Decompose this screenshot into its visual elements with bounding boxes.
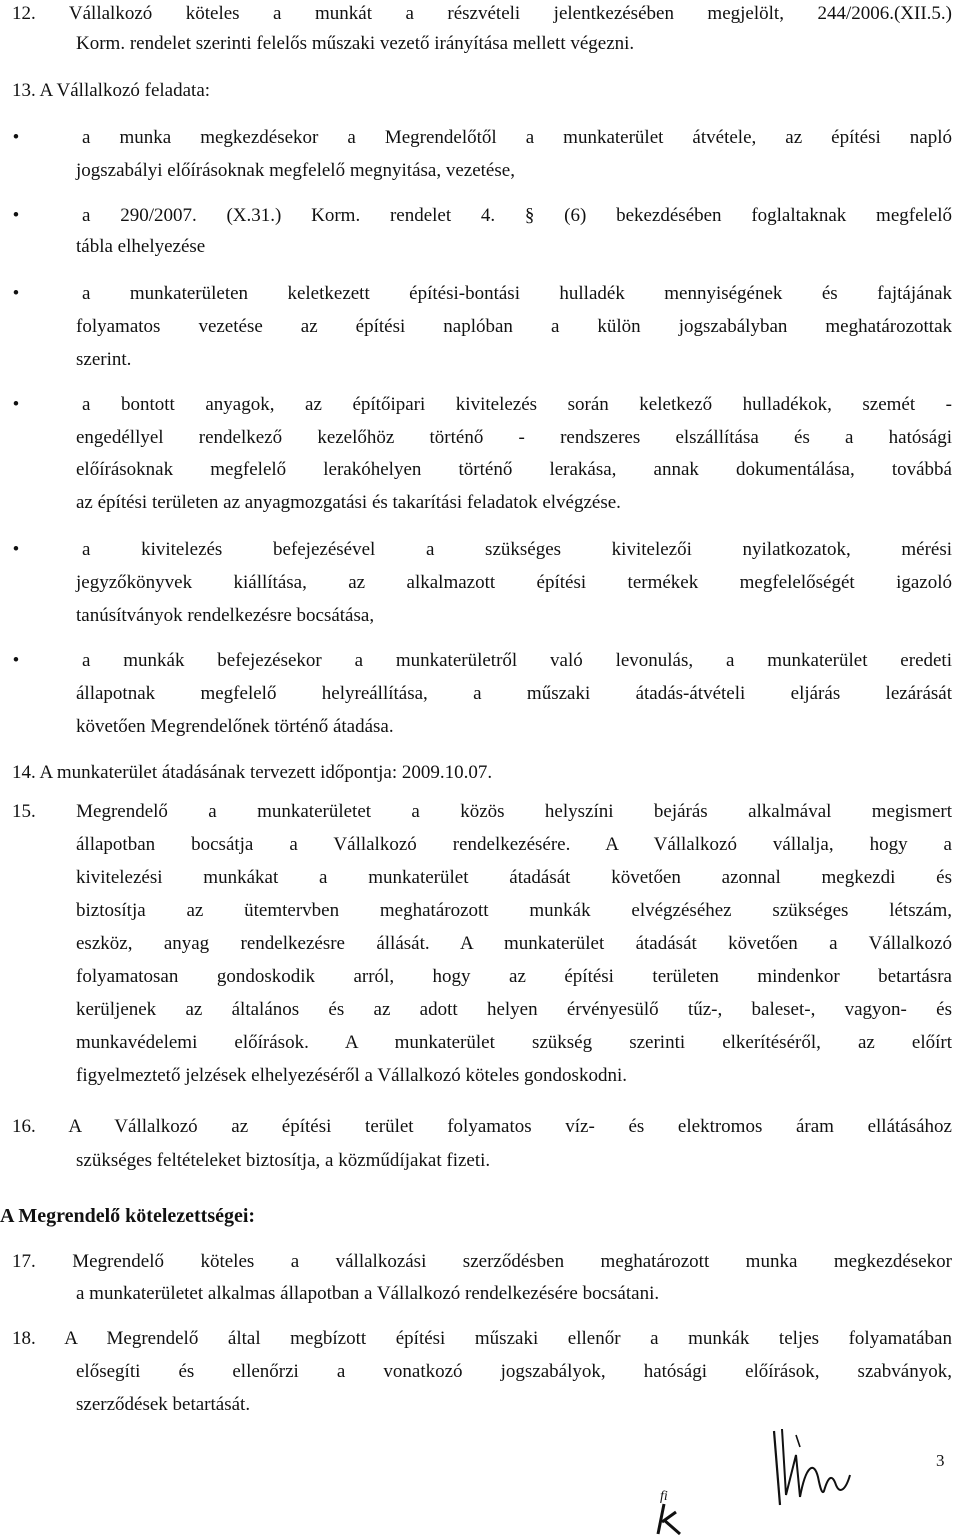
- item-15-line-6: folyamatosan gondoskodik arról, hogy az építési területen mindenkor betartásra: [76, 966, 952, 987]
- bullet-5-line-2: jegyzőkönyvek kiállítása, az alkalmazott építési termékek megfelelőségét igazoló: [76, 572, 952, 593]
- bullet-1-line-1: a munka megkezdésekor a Megrendelőtől a munkaterület átvétele, az építési napló: [82, 127, 952, 148]
- section-heading: A Megrendelő kötelezettségei:: [0, 1205, 256, 1227]
- item-15-line-2: állapotban bocsátja a Vállalkozó rendelkezésére. A Vállalkozó vállalja, hogy a: [76, 834, 952, 855]
- item-15-line-9: figyelmeztető jelzések elhelyezéséről a Vállalkozó köteles gondoskodni.: [76, 1065, 627, 1086]
- item-15-line-7: kerüljenek az általános és az adott helyen érvényesülő tűz-, baleset-, vagyon- és: [76, 999, 952, 1020]
- bullet-marker: •: [12, 127, 20, 148]
- item-14-line-1: 14. A munkaterület átadásának tervezett időpontja: 2009.10.07.: [12, 762, 493, 783]
- bullet-marker: •: [12, 650, 20, 671]
- bullet-marker: •: [12, 394, 20, 415]
- svg-text:fi: fi: [660, 1489, 668, 1504]
- item-15-line-4: biztosítja az ütemtervben meghatározott munkák elvégzéséhez szükséges létszám,: [76, 900, 952, 921]
- item-17-line-1: 17. Megrendelő köteles a vállalkozási szerződésben meghatározott munka megkezdésekor: [12, 1251, 952, 1272]
- item-17-line-2: a munkaterületet alkalmas állapotban a Vállalkozó rendelkezésére bocsátani.: [76, 1283, 660, 1304]
- item-12-line-2: Korm. rendelet szerinti felelős műszaki vezető irányítása mellett végezni.: [76, 33, 635, 54]
- bullet-4-line-2: engedéllyel rendelkező kezelőhöz történő - rendszeres elszállítása és a hatósági: [76, 427, 952, 448]
- bullet-marker: •: [12, 539, 20, 560]
- bullet-4-line-1: a bontott anyagok, az építőipari kivitelezés során keletkező hulladékok, szemét -: [82, 394, 952, 415]
- item-16-line-1: 16. A Vállalkozó az építési terület folyamatos víz- és elektromos áram ellátásához: [12, 1116, 952, 1137]
- bullet-6-line-3: követően Megrendelőnek történő átadása.: [76, 716, 394, 737]
- bullet-6-line-1: a munkák befejezésekor a munkaterületről való levonulás, a munkaterület eredeti: [82, 650, 952, 671]
- item-18-line-3: szerződések betartását.: [76, 1394, 251, 1415]
- bullet-4-line-3: előírásoknak megfelelő lerakóhelyen történő lerakása, annak dokumentálása, továbbá: [76, 459, 952, 480]
- bullet-3-line-1: a munkaterületen keletkezett építési-bontási hulladék mennyiségének és fajtájának: [82, 283, 952, 304]
- bullet-4-line-4: az építési területen az anyagmozgatási és takarítási feladatok elvégzése.: [76, 492, 621, 513]
- item-12-line-1: 12. Vállalkozó köteles a munkát a részvételi jelentkezésében megjelölt, 244/2006.(XII.5.): [12, 3, 952, 24]
- bullet-1-line-2: jogszabályi előírásoknak megfelelő megnyitása, vezetése,: [76, 160, 515, 181]
- initials-mark: [650, 1484, 690, 1538]
- bullet-3-line-3: szerint.: [76, 349, 132, 370]
- bullet-2-line-2: tábla elhelyezése: [76, 236, 206, 257]
- item-13-heading: 13. A Vállalkozó feladata:: [12, 80, 211, 101]
- bullet-marker: •: [12, 283, 20, 304]
- item-15-line-8: munkavédelemi előírások. A munkaterület szükség szerinti elkerítéséről, az előírt: [76, 1032, 952, 1053]
- bullet-marker: •: [12, 205, 20, 226]
- bullet-5-line-1: a kivitelezés befejezésével a szükséges kivitelezői nyilatkozatok, mérési: [82, 539, 952, 560]
- bullet-5-line-3: tanúsítványok rendelkezésre bocsátása,: [76, 605, 375, 626]
- page-number: 3: [936, 1451, 945, 1470]
- bullet-6-line-2: állapotnak megfelelő helyreállítása, a műszaki átadás-átvételi eljárás lezárását: [76, 683, 952, 704]
- item-15-line-5: eszköz, anyag rendelkezésre állását. A munkaterület átadását követően a Vállalkozó: [76, 933, 952, 954]
- bullet-2-line-1: a 290/2007. (X.31.) Korm. rendelet 4. § (6) bekezdésében foglaltaknak megfelelő: [82, 205, 952, 226]
- item-18-line-1: 18. A Megrendelő által megbízott építési műszaki ellenőr a munkák teljes folyamatában: [12, 1328, 952, 1349]
- bullet-3-line-2: folyamatos vezetése az építési naplóban a külön jogszabályban meghatározottak: [76, 316, 952, 337]
- item-18-line-2: elősegíti és ellenőrzi a vonatkozó jogszabályok, hatósági előírások, szabványok,: [76, 1361, 952, 1382]
- item-15-line-3: kivitelezési munkákat a munkaterület átadását követően azonnal megkezdi és: [76, 867, 952, 888]
- item-16-line-2: szükséges feltételeket biztosítja, a közműdíjakat fizeti.: [76, 1150, 491, 1171]
- item-15-line-1: 15. Megrendelő a munkaterületet a közös helyszíni bejárás alkalmával megismert: [12, 801, 952, 822]
- signature: [760, 1425, 870, 1515]
